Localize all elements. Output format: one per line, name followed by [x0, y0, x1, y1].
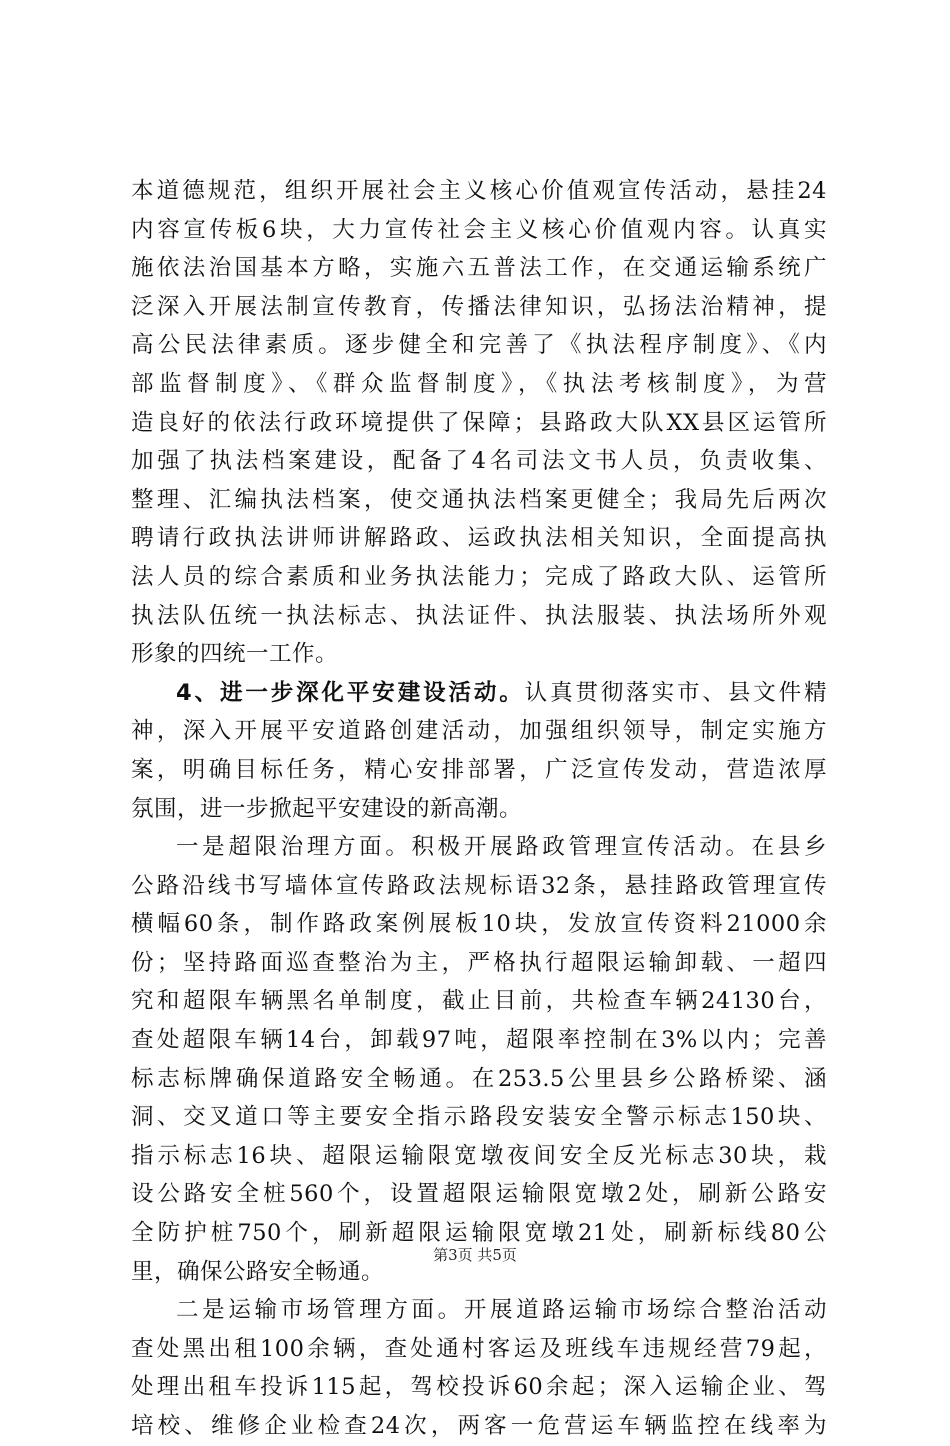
body-line: 标志标牌确保道路安全畅通。在253.5公里县乡公路桥梁、涵 [131, 1065, 827, 1092]
body-line: 氛围，进一步掀起平安建设的新高潮。 [131, 795, 523, 822]
body-line: 全防护桩750个，刷新超限运输限宽墩21处，刷新标线80公 [131, 1220, 827, 1247]
body-line: 设公路安全桩560个，设置超限运输限宽墩2处，刷新公路安 [131, 1181, 827, 1208]
body-line: 高公民法律素质。逐步健全和完善了《执法程序制度》、《内 [131, 332, 827, 359]
body-line: 培校、维修企业检查24次，两客一危营运车辆监控在线率为 [131, 1413, 827, 1439]
body-line: 本道德规范，组织开展社会主义核心价值观宣传活动，悬挂24 [131, 178, 827, 204]
body-line: 聘请行政执法讲师讲解路政、运政执法相关知识，全面提高执 [131, 525, 827, 552]
body-line: 泛深入开展法制宣传教育，传播法律知识，弘扬法治精神，提 [131, 293, 827, 320]
body-line: 指示标志16块、超限运输限宽墩夜间安全反光标志30块，栽 [131, 1142, 827, 1169]
paragraph-transport-first-line: 二是运输市场管理方面。开展道路运输市场综合整治活动 [176, 1297, 827, 1324]
page-footer: 第3页 共5页 [433, 1246, 517, 1264]
body-line: 执法队伍统一执法标志、执法证件、执法服装、执法场所外观 [131, 602, 827, 629]
paragraph-overlimit-first-line: 一是超限治理方面。积极开展路政管理宣传活动。在县乡 [176, 834, 827, 861]
section-4-heading: 4、进一步深化平安建设活动。 [176, 679, 525, 706]
body-line: 究和超限车辆黑名单制度，截止目前，共检查车辆24130台， [131, 988, 827, 1015]
body-line: 施依法治国基本方略，实施六五普法工作，在交通运输系统广 [131, 255, 827, 282]
body-line: 公路沿线书写墙体宣传路政法规标语32条，悬挂路政管理宣传 [131, 872, 827, 899]
body-line: 处理出租车投诉115起，驾校投诉60余起；深入运输企业、驾 [131, 1374, 827, 1401]
body-line: 法人员的综合素质和业务执法能力；完成了路政大队、运管所 [131, 563, 827, 590]
body-line: 横幅60条，制作路政案例展板10块，发放宣传资料21000余 [131, 911, 827, 938]
section-4-first-line [131, 674, 827, 713]
body-line: 形象的四统一工作。 [131, 641, 339, 668]
body-line: 内容宣传板6块，大力宣传社会主义核心价值观内容。认真实 [131, 216, 827, 243]
body-line: 洞、交叉道口等主要安全指示路段安装安全警示标志150块、 [131, 1104, 827, 1131]
body-line: 整理、汇编执法档案，使交通执法档案更健全；我局先后两次 [131, 486, 827, 513]
body-line: 加强了执法档案建设，配备了4名司法文书人员，负责收集、 [131, 448, 827, 475]
body-line: 神，深入开展平安道路创建活动，加强组织领导，制定实施方 [131, 718, 827, 745]
body-line: 查处超限车辆14台，卸载97吨，超限率控制在3%以内；完善 [131, 1027, 827, 1054]
body-line: 份；坚持路面巡查整治为主，严格执行超限运输卸载、一超四 [131, 949, 827, 976]
body-line: 里，确保公路安全畅通。 [131, 1258, 385, 1285]
body-line: 造良好的依法行政环境提供了保障；县路政大队XX县区运管所 [131, 409, 827, 436]
body-line: 部监督制度》、《群众监督制度》，《执法考核制度》，为营 [131, 370, 827, 397]
section-4-text: 认真贯彻落实市、县文件精 [524, 679, 827, 706]
body-line: 案，明确目标任务，精心安排部署，广泛宣传发动，营造浓厚 [131, 756, 827, 783]
body-line: 查处黑出租100余辆，查处通村客运及班线车违规经营79起， [131, 1335, 827, 1362]
